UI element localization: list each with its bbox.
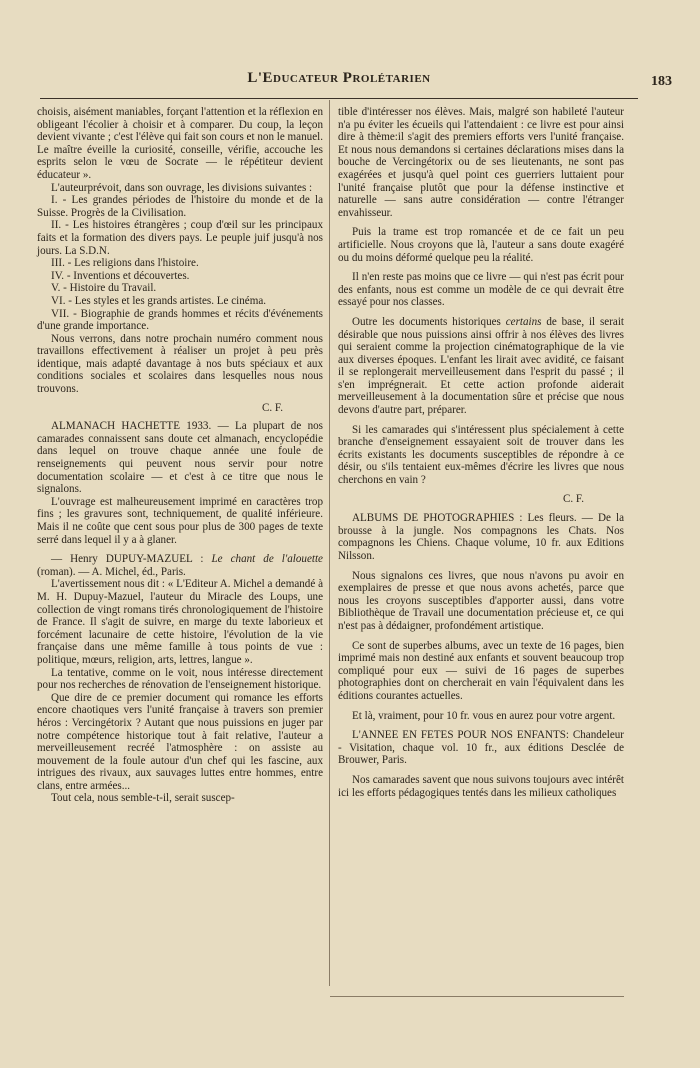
paragraph: Et là, vraiment, pour 10 fr. vous en aurez pour votre argent. xyxy=(352,709,616,722)
signature: C. F. xyxy=(562,492,584,505)
review-heading: L'ANNEE EN FETES POUR NOS ENFANTS: Chandeleur - Visitation, chaque vol. 10 fr., aux éditions Desclée de Brouwer, Paris. xyxy=(338,729,624,767)
paragraph: La tentative, comme on le voit, nous intéresse directement pour nos recherches de rénovation de l'enseignement historique. xyxy=(37,666,323,692)
list-item: V. - Histoire du Travail. xyxy=(51,282,157,295)
list-item: I. - Les grandes périodes de l'histoire du monde et de la Suisse. Progrès de la Civilisation. xyxy=(37,194,323,219)
paragraph: Si les camarades qui s'intéressent plus spécialement à cette branche d'enseignement essayaient soit de trouver dans les écrits existants les documents susceptibles de répondre à ce désir, ou s'ils tentaient eux-mêmes d'écrire les livres que nous cherchons en vain ? xyxy=(338,423,624,487)
publisher: (roman). — A. Michel, éd., Paris. xyxy=(37,565,186,578)
text-run: Outre les documents historiques xyxy=(352,315,506,328)
bottom-rule xyxy=(330,996,624,997)
right-column xyxy=(338,106,624,799)
page-header xyxy=(40,70,672,99)
paragraph: tible d'intéresser nos élèves. Mais, malgré son habileté l'auteur n'a pu éviter les écueils qui l'attendaient : ce livre est pour ainsi dire à thème:il s'agit des premiers efforts vers l'unité française. Et nous nous demandons si certaines déclarations mises dans la bouche de Vercingétorix ou de ses lieutenants, ne sont pas exagérées et jusqu'à quel point ces guerriers luttaient pour l'unité française plutôt que pour la défense instinctive et naturelle — sans autre considération — contre l'étranger envahisseur. xyxy=(338,106,624,219)
left-column xyxy=(37,106,323,805)
review-heading: ALBUMS DE PHOTOGRAPHIES : Les fleurs. — De la brousse à la jungle. Nos compagnons les Chats. Nos compagnons les Chiens. Chaque volume, 10 fr. aux Editions Nilsson. xyxy=(338,512,624,562)
paragraph: Ce sont de superbes albums, avec un texte de 16 pages, bien imprimé mais non destiné aux enfants et souvent beaucoup trop compliqué pour eux — suivi de 16 pages de superbes photographies dont on chercherait en vain l'équivalent dans les éditions courantes actuelles. xyxy=(338,639,624,702)
paragraph: Nous verrons, dans notre prochain numéro comment nous travaillons effectivement à réaliser un projet à peu près identique, mais adapté davantage à nos buts spéciaux et aux conditions sociales et scolaires dans lesquelles nous nous trouvons. xyxy=(37,332,323,396)
list-item: III. - Les religions dans l'histoire. xyxy=(51,257,199,270)
list-item: IV. - Inventions et découvertes. xyxy=(51,269,190,282)
list-item: VI. - Les styles et les grands artistes. Le cinéma. xyxy=(51,294,267,307)
paragraph: L'avertissement nous dit : « L'Editeur A. Michel a demandé à M. H. Dupuy-Mazuel, l'auteur du Miracle des Loups, une collection de vingt romans tirés chronologiquement de l'histoire de France. Il s'agit de suivre, en marge du texte laborieux et forcément lacunaire de cette histoire, l'évolution de la vie française dans une même famille à tous points de vue : politique, mœurs, religion, arts, lettres, langue ». xyxy=(37,578,323,666)
page-number: 183 xyxy=(651,74,672,89)
list-item: VII. - Biographie de grands hommes et récits d'événements d'une grande importance. xyxy=(37,307,323,333)
running-title: L'Educateur Prolétarien xyxy=(247,70,431,86)
paragraph: Puis la trame est trop romancée et de ce fait un peu artificielle. Nous croyons que là, l'auteur a sans doute exagéré ou du moins déformé quelque peu la réalité. xyxy=(338,226,624,264)
paragraph: Que dire de ce premier document qui romance les efforts encore chaotiques vers l'unité française à travers son premier héros : Vercingétorix ? Autant que nous puissions en juger par notre compétence historique tout à fait relative, l'auteur a merveilleusement recréé l'atmosphère : on assiste au mouvement de la foule autour d'un chef qui les fascine, aux intrigues des rivaux, aux sauvages luttes entre hommes, entre clans, entre armées... xyxy=(37,691,323,792)
column-divider xyxy=(329,100,330,986)
paragraph: Nos camarades savent que nous suivons toujours avec intérêt ici les efforts pédagogiques tentés dans les milieux catholiques xyxy=(338,773,624,799)
list-item: II. - Les histoires étrangères ; coup d'œil sur les principaux faits et la formation des divers pays. Le peuple juif jusqu'à nos jours. La S.D.N. xyxy=(37,219,323,257)
paragraph: L'auteurprévoit, dans son ouvrage, les divisions suivantes : xyxy=(51,181,313,194)
paragraph: choisis, aisément maniables, forçant l'attention et la réflexion en obligeant l'écolier à choisir et à comparer. Du coup, la leçon devient vivante ; c'est l'élève qui fait son cours et non le manuel. Le maître éveille la curiosité, conseille, vérifie, accouche les esprits selon le vœu de Socrate — le répétiteur devient éducateur ». xyxy=(37,106,323,181)
paragraph: Tout cela, nous semble-t-il, serait suscep- xyxy=(51,792,235,805)
paragraph xyxy=(338,316,624,417)
paragraph: Nous signalons ces livres, que nous n'avons pu avoir en exemplaires de presse et que nous avons achetés, parce que nous les croyons susceptibles d'apporter aussi, dans votre Bibliothèque de Travail une documentation précieuse et, ce qui n'est pas à dédaigner, profondément artistique. xyxy=(338,569,624,632)
book-title: Le chant de l'alouette xyxy=(211,553,323,566)
text-run-italic: certains xyxy=(505,315,542,328)
paragraph: ALMANACH HACHETTE 1933. — La plupart de nos camarades connaissent sans doute cet almanach, encyclopédie dans lequel on trouve chaque année une foule de renseignements qui peuvent nous servir pour notre documentation scolaire — et c'est à ce titre que nous le signalons. xyxy=(37,420,323,496)
review-heading xyxy=(37,553,323,578)
paragraph: L'ouvrage est malheureusement imprimé en caractères trop fins ; les gravures sont, techniquement, de qualité inférieure. Mais il ne coûte que cent sous pour plus de 300 pages de texte serré dans lequel il y a à glaner. xyxy=(37,495,323,546)
divisions-list xyxy=(37,194,323,333)
signature: C. F. xyxy=(261,401,283,414)
text-run: de base, il serait désirable que nous puissions ainsi offrir à nos élèves des livres qui seraient comme la projection cinématographique de la vie aux diverses époques. L'enfant les lirait avec avidité, ce faisant il se replongerait merveilleusement dans l'esprit du passé ; il s'en imprégnerait. Et cette action profonde aiderait merveilleusement à la documentation sûre et précise que nous devons d'autre part, préparer. xyxy=(338,315,624,417)
author-name: — Henry DUPUY-MAZUEL : xyxy=(51,553,212,566)
paragraph: Il n'en reste pas moins que ce livre — qui n'est pas écrit pour des enfants, nous est comme un modèle de ce qui devrait être essayé pour nos classes. xyxy=(338,271,624,309)
